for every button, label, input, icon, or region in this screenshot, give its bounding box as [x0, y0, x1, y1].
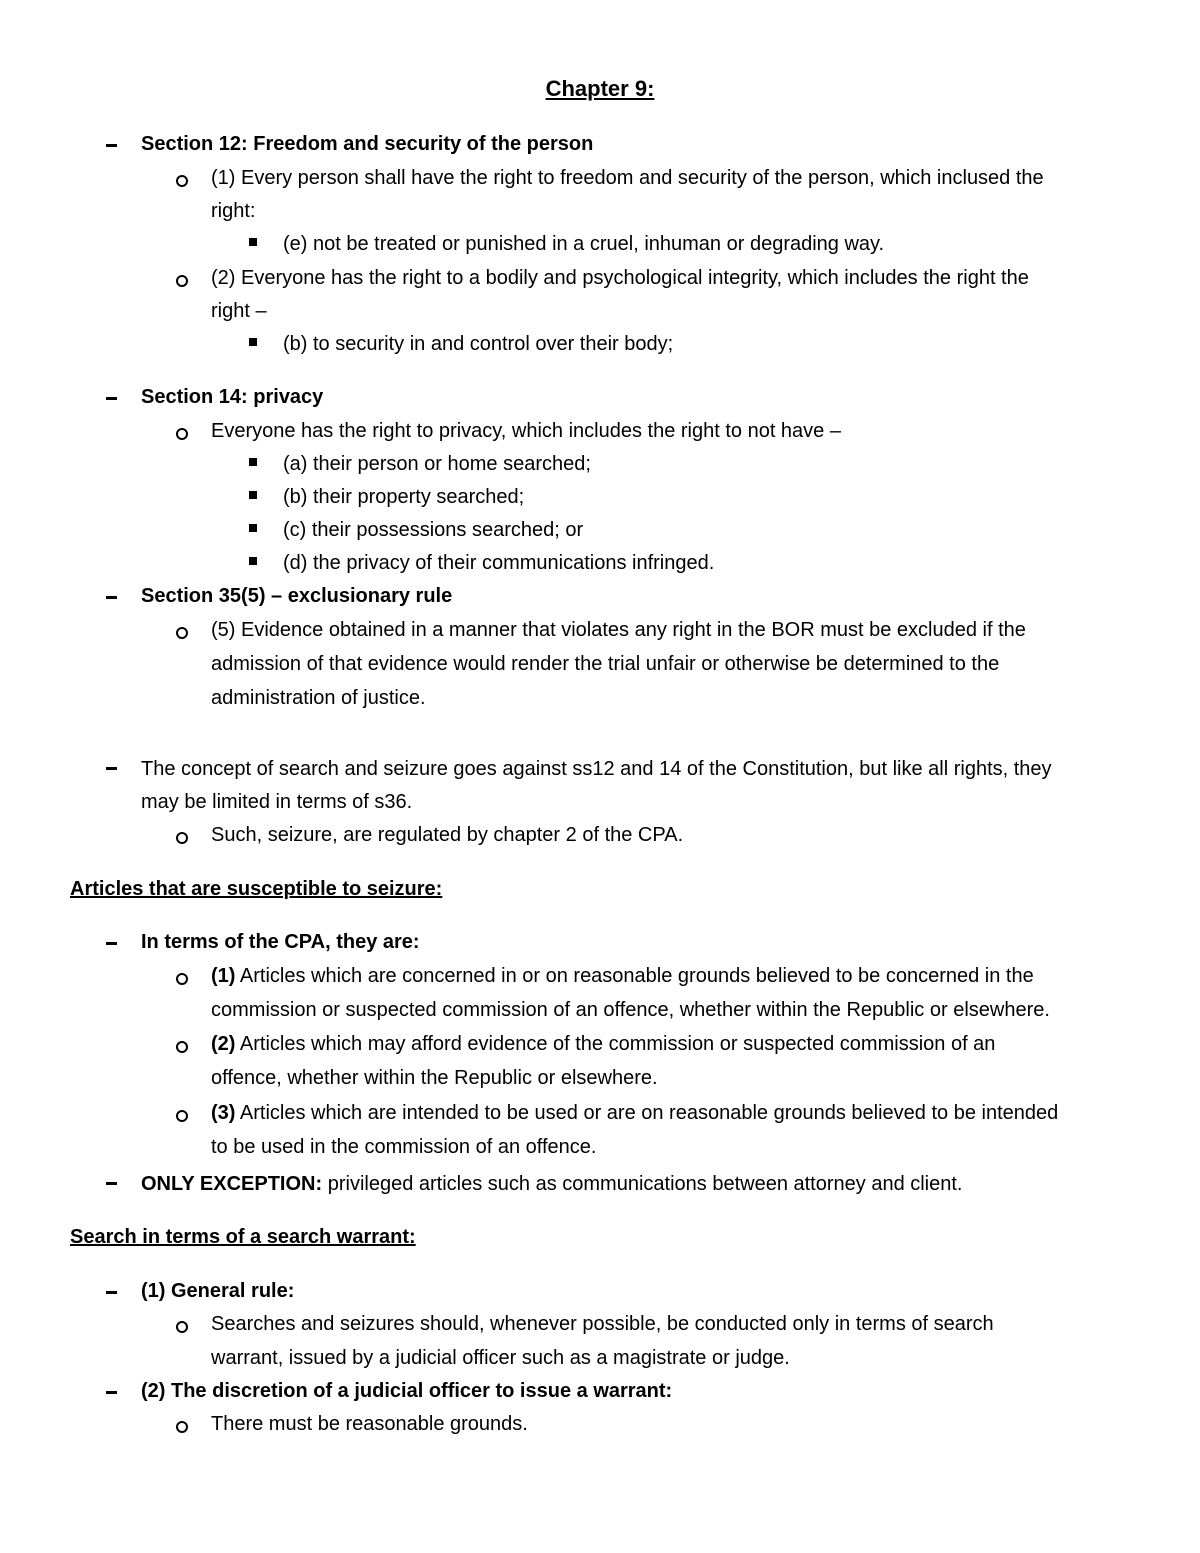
s12-p1-line1: (1) Every person shall have the right to freedom and security of the person, which inclused the	[211, 167, 1044, 189]
articles-item1-text: Articles which are concerned in or on reasonable grounds believed to be concerned in the	[235, 965, 1034, 987]
circle-bullet	[176, 1321, 188, 1333]
square-bullet	[249, 458, 257, 466]
articles-heading: Articles that are susceptible to seizure:	[70, 878, 443, 900]
dash-bullet	[106, 1291, 117, 1294]
concept-line2: may be limited in terms of s36.	[141, 791, 413, 813]
concept-line1: The concept of search and seizure goes against ss12 and 14 of the Constitution, but like all rights, they	[141, 758, 1052, 780]
articles-exception	[141, 1167, 963, 1201]
articles-item1-line1	[211, 959, 1034, 993]
articles-item1-number: (1)	[211, 965, 236, 987]
s12-p2-line1: (2) Everyone has the right to a bodily and psychological integrity, which includes the right the	[211, 267, 1029, 289]
articles-item2-line1	[211, 1027, 995, 1061]
articles-item2-number: (2)	[211, 1033, 236, 1055]
circle-bullet	[176, 1041, 188, 1053]
s12-p1-line2: right:	[211, 200, 256, 222]
circle-bullet	[176, 973, 188, 985]
dash-bullet	[106, 144, 117, 147]
chapter-title: Chapter 9:	[545, 76, 655, 101]
general-rule-line1: Searches and seizures should, whenever possible, be conducted only in terms of search	[211, 1313, 994, 1335]
s14-item: (b) their property searched;	[283, 486, 525, 508]
general-rule-heading: (1) General rule:	[141, 1280, 295, 1302]
section-35-heading: Section 35(5) – exclusionary rule	[141, 585, 453, 607]
dash-bullet	[106, 596, 117, 599]
discretion-heading: (2) The discretion of a judicial officer to issue a warrant:	[141, 1380, 673, 1402]
articles-item3-number: (3)	[211, 1102, 236, 1124]
dash-bullet	[106, 942, 117, 945]
circle-bullet	[176, 428, 188, 440]
general-rule-line2: warrant, issued by a judicial officer such as a magistrate or judge.	[211, 1347, 790, 1369]
s35-line: administration of justice.	[211, 687, 426, 709]
s12-p2-b: (b) to security in and control over their body;	[283, 333, 674, 355]
s12-p1-e: (e) not be treated or punished in a cruel, inhuman or degrading way.	[283, 233, 885, 255]
warrant-heading: Search in terms of a search warrant:	[70, 1226, 416, 1248]
concept-sub: Such, seizure, are regulated by chapter 2 of the CPA.	[211, 824, 684, 846]
articles-item2-text: Articles which may afford evidence of the commission or suspected commission of an	[235, 1033, 996, 1055]
articles-item2-line2: offence, whether within the Republic or elsewhere.	[211, 1067, 658, 1089]
articles-item3-text: Articles which are intended to be used or are on reasonable grounds believed to be intended	[235, 1102, 1059, 1124]
square-bullet	[249, 491, 257, 499]
exception-text: privileged articles such as communications between attorney and client.	[322, 1173, 963, 1195]
s12-p2-line2: right –	[211, 300, 267, 322]
circle-bullet	[176, 627, 188, 639]
circle-bullet	[176, 1110, 188, 1122]
circle-bullet	[176, 1421, 188, 1433]
articles-intro: In terms of the CPA, they are:	[141, 931, 420, 953]
dash-bullet	[106, 1182, 117, 1185]
discretion-line1: There must be reasonable grounds.	[211, 1413, 528, 1435]
section-12-heading: Section 12: Freedom and security of the person	[141, 133, 594, 155]
dash-bullet	[106, 397, 117, 400]
square-bullet	[249, 338, 257, 346]
circle-bullet	[176, 275, 188, 287]
s14-item: (a) their person or home searched;	[283, 453, 591, 475]
circle-bullet	[176, 832, 188, 844]
square-bullet	[249, 238, 257, 246]
dash-bullet	[106, 767, 117, 770]
s14-item: (c) their possessions searched; or	[283, 519, 584, 541]
section-14-heading: Section 14: privacy	[141, 386, 324, 408]
square-bullet	[249, 557, 257, 565]
circle-bullet	[176, 175, 188, 187]
articles-item3-line1	[211, 1096, 1058, 1130]
s14-item: (d) the privacy of their communications infringed.	[283, 552, 715, 574]
dash-bullet	[106, 1391, 117, 1394]
articles-item1-line2: commission or suspected commission of an offence, whether within the Republic or elsewhere.	[211, 999, 1050, 1021]
s35-line: (5) Evidence obtained in a manner that violates any right in the BOR must be excluded if the	[211, 619, 1026, 641]
exception-label: ONLY EXCEPTION:	[141, 1173, 323, 1195]
s35-line: admission of that evidence would render the trial unfair or otherwise be determined to the	[211, 653, 1000, 675]
square-bullet	[249, 524, 257, 532]
articles-item3-line2: to be used in the commission of an offence.	[211, 1136, 597, 1158]
s14-intro: Everyone has the right to privacy, which includes the right to not have –	[211, 420, 841, 442]
